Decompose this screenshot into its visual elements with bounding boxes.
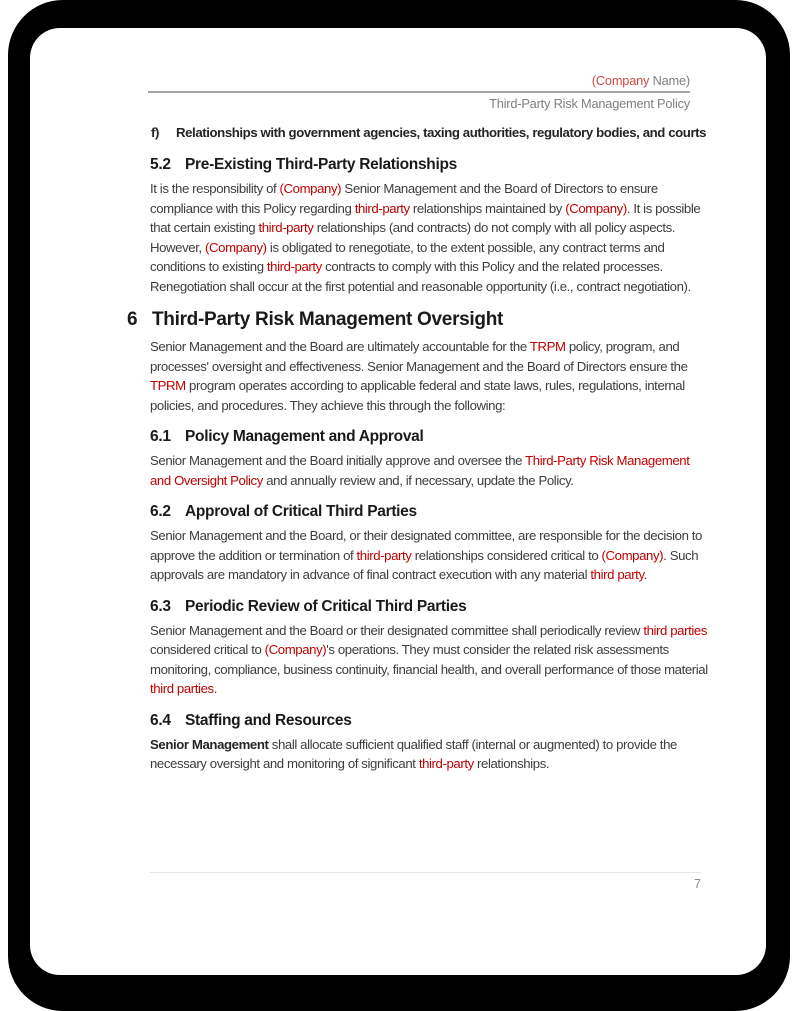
text-run: relationships considered critical to bbox=[411, 547, 602, 563]
header-policy-title: Third-Party Risk Management Policy bbox=[489, 96, 690, 111]
paragraph bbox=[150, 735, 708, 774]
text-run: relationships maintained by bbox=[409, 200, 566, 216]
text-run: Senior Management and the Board or their designated committee shall periodically review bbox=[150, 622, 644, 638]
paragraph bbox=[150, 621, 708, 699]
list-item bbox=[150, 123, 708, 143]
list-marker: f) bbox=[151, 125, 159, 140]
red-term: TRPM bbox=[529, 339, 566, 354]
red-term: third parties bbox=[643, 622, 708, 638]
heading-number: 5.2 bbox=[150, 156, 171, 173]
paragraph bbox=[150, 179, 708, 296]
red-term: (Company) bbox=[279, 181, 342, 196]
document-content bbox=[127, 123, 708, 774]
text-run: considered critical to bbox=[150, 642, 265, 657]
header-company-red: (Company bbox=[591, 73, 650, 88]
text-run: shall allocate sufficient qualified staff (internal or augmented) to provide the necessary oversight and monitoring of significant bbox=[150, 736, 677, 771]
header-company-line bbox=[148, 72, 690, 93]
text-run: Senior Management and the Board are ultimately accountable for the bbox=[150, 339, 530, 354]
text-run: Senior Management and the Board initially approve and oversee the bbox=[150, 453, 526, 468]
text-run: Relationships with government agencies, taxing authorities, regulatory bodies, and courts bbox=[176, 125, 707, 140]
red-term: (Company) bbox=[601, 547, 664, 563]
text-run: . bbox=[213, 681, 217, 696]
text-run: relationships (and contracts) do not comply with all policy aspects. However, bbox=[150, 220, 676, 255]
red-term: Third-Party Risk Management and Oversight Policy bbox=[150, 453, 690, 488]
heading-title: Pre-Existing Third-Party Relationships bbox=[185, 156, 457, 173]
red-term: TPRM bbox=[150, 378, 186, 393]
heading-title: Policy Management and Approval bbox=[185, 428, 424, 445]
text-run: It is the responsibility of bbox=[150, 181, 280, 196]
list-item-text bbox=[176, 123, 706, 143]
text-run: is obligated to renegotiate, to the extent possible, any contract terms and conditions to existing bbox=[150, 239, 665, 274]
red-term: (Company) bbox=[264, 642, 327, 657]
paragraph bbox=[150, 337, 708, 415]
subsection-heading bbox=[150, 711, 708, 731]
subsection-heading bbox=[150, 597, 708, 617]
page-number: 7 bbox=[694, 877, 701, 891]
paragraph bbox=[150, 526, 708, 585]
text-run: . It is possible that certain existing bbox=[150, 200, 701, 235]
heading-title: Approval of Critical Third Parties bbox=[185, 503, 417, 520]
heading-number: 6.2 bbox=[150, 503, 171, 520]
text-run: Senior Management and the Board of Directors to ensure compliance with this Policy regarding bbox=[150, 181, 658, 216]
subsection-heading bbox=[150, 427, 708, 447]
red-term: third-party bbox=[258, 220, 314, 235]
text-run: and annually review and, if necessary, update the Policy. bbox=[262, 472, 574, 488]
heading-title: Staffing and Resources bbox=[185, 711, 352, 729]
page-header bbox=[148, 72, 690, 112]
red-term: third-party bbox=[266, 259, 322, 274]
red-term: third party bbox=[590, 567, 644, 582]
text-run: contracts to comply with this Policy and the related processes. Renegotiation shall occur at the first potential and reasonable opportunity (i.e., contract negotiation). bbox=[150, 259, 691, 294]
text-run: . Such approvals are mandatory in advance of final contract execution with any material bbox=[150, 547, 699, 582]
paragraph bbox=[150, 451, 708, 490]
subsection-heading bbox=[150, 155, 708, 175]
text-run: policy, program, and processes' oversight and effectiveness. Senior Management and the Board of Directors ensure the bbox=[150, 339, 688, 374]
red-term: third parties bbox=[150, 681, 214, 696]
text-run: 's operations. They must consider the related risk assessments monitoring, compliance, business continuity, financial health, and overall performance of those material bbox=[150, 642, 708, 677]
red-term: third-party bbox=[418, 756, 474, 771]
text-run: program operates according to applicable federal and state laws, rules, regulations, internal policies, and procedures. They achieve this through the following: bbox=[150, 378, 685, 413]
red-term: (Company) bbox=[565, 200, 627, 216]
page-footer bbox=[150, 872, 701, 891]
text-run: . bbox=[643, 567, 647, 582]
subsection-heading bbox=[150, 502, 708, 522]
heading-title: Third-Party Risk Management Oversight bbox=[152, 309, 504, 330]
heading-number: 6.3 bbox=[150, 597, 171, 615]
section-heading bbox=[127, 308, 708, 332]
heading-number: 6 bbox=[127, 309, 138, 330]
bold-term: Senior Management bbox=[150, 736, 269, 752]
text-run: Senior Management and the Board, or their designated committee, are responsible for the decision to approve the addition or termination of bbox=[150, 528, 702, 563]
document-page bbox=[30, 28, 766, 975]
heading-number: 6.1 bbox=[150, 428, 171, 445]
red-term: third-party bbox=[356, 547, 412, 563]
red-term: third-party bbox=[354, 200, 410, 216]
text-run: relationships. bbox=[473, 756, 550, 771]
red-term: (Company) bbox=[205, 239, 267, 255]
header-company-gray: Name) bbox=[649, 73, 690, 88]
heading-number: 6.4 bbox=[150, 711, 171, 729]
heading-title: Periodic Review of Critical Third Parties bbox=[185, 597, 467, 615]
